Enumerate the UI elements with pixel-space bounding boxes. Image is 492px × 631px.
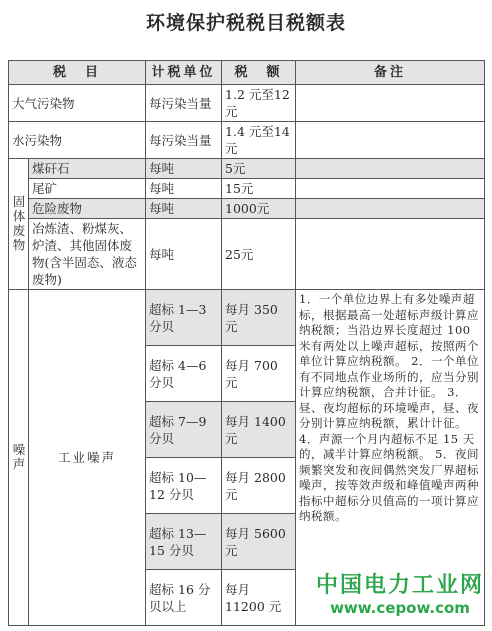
solid-category: 固体废物	[9, 159, 29, 290]
air-unit: 每污染当量	[146, 85, 222, 122]
water-notes	[296, 122, 485, 159]
solid-notes	[296, 159, 485, 179]
noise-level: 超标 7—9 分贝	[146, 402, 222, 458]
page-title: 环境保护税税目税额表	[145, 12, 346, 34]
solid-amount: 15元	[222, 179, 296, 199]
solid-unit: 每吨	[146, 179, 222, 199]
table-row	[9, 219, 485, 290]
table-row	[9, 199, 485, 219]
air-notes	[296, 85, 485, 122]
water-name: 水污染物	[9, 122, 146, 159]
solid-name: 尾矿	[29, 179, 146, 199]
table-row	[9, 290, 485, 346]
noise-amount: 每月 11200 元	[222, 570, 296, 626]
noise-level: 超标 16 分贝以上	[146, 570, 222, 626]
noise-notes: 1．一个单位边界上有多处噪声超标，根据最高一处超标声级计算应纳税额；当沿边界长度超过 100 米有两处以上噪声超标，按照两个单位计算应纳税额。 2．一个单位有不同地点作业场所的，应当分别计算应纳税额，合并计征。 3．昼、夜均超标的环境噪声，昼、夜分别计算应纳税额，累计计征。 4．声源一个月内超标不足 15 天的，减半计算应纳税额。 5．夜间频繁突发和夜间偶然突发厂界超标噪声，按等效声级和峰值噪声两种指标中超标分贝值高的一项计算应纳税额。	[296, 290, 485, 626]
solid-notes	[296, 179, 485, 199]
solid-name: 煤矸石	[29, 159, 146, 179]
header-row	[9, 61, 485, 85]
solid-amount: 5元	[222, 159, 296, 179]
noise-amount: 每月 700 元	[222, 346, 296, 402]
solid-unit: 每吨	[146, 219, 222, 290]
air-name: 大气污染物	[9, 85, 146, 122]
watermark-url: www.cepow.com	[330, 599, 470, 617]
noise-amount: 每月 2800 元	[222, 458, 296, 514]
water-amount: 1.4 元至14元	[222, 122, 296, 159]
noise-amount: 每月 350 元	[222, 290, 296, 346]
noise-amount: 每月 5600 元	[222, 514, 296, 570]
solid-notes	[296, 199, 485, 219]
noise-category: 噪声	[9, 290, 29, 626]
watermark-text: 中国电力工业网	[315, 573, 484, 598]
solid-unit: 每吨	[146, 159, 222, 179]
noise-level: 超标 1—3 分贝	[146, 290, 222, 346]
table-row	[9, 122, 485, 159]
solid-unit: 每吨	[146, 199, 222, 219]
noise-level: 超标 10—12 分贝	[146, 458, 222, 514]
solid-name: 危险废物	[29, 199, 146, 219]
noise-amount: 每月 1400 元	[222, 402, 296, 458]
noise-level: 超标 13—15 分贝	[146, 514, 222, 570]
header-unit: 计税单位	[146, 61, 222, 85]
water-unit: 每污染当量	[146, 122, 222, 159]
solid-notes	[296, 219, 485, 290]
noise-subcategory: 工业噪声	[29, 290, 146, 626]
header-item: 税 目	[9, 61, 146, 85]
tax-table	[8, 60, 485, 626]
air-amount: 1.2 元至12元	[222, 85, 296, 122]
header-amount: 税 额	[222, 61, 296, 85]
header-notes: 备注	[296, 61, 485, 85]
solid-name: 冶炼渣、粉煤灰、炉渣、其他固体废物(含半固态、液态废物)	[29, 219, 146, 290]
table-row	[9, 179, 485, 199]
solid-amount: 25元	[222, 219, 296, 290]
noise-level: 超标 4—6 分贝	[146, 346, 222, 402]
table-row	[9, 159, 485, 179]
table-row	[9, 85, 485, 122]
solid-amount: 1000元	[222, 199, 296, 219]
